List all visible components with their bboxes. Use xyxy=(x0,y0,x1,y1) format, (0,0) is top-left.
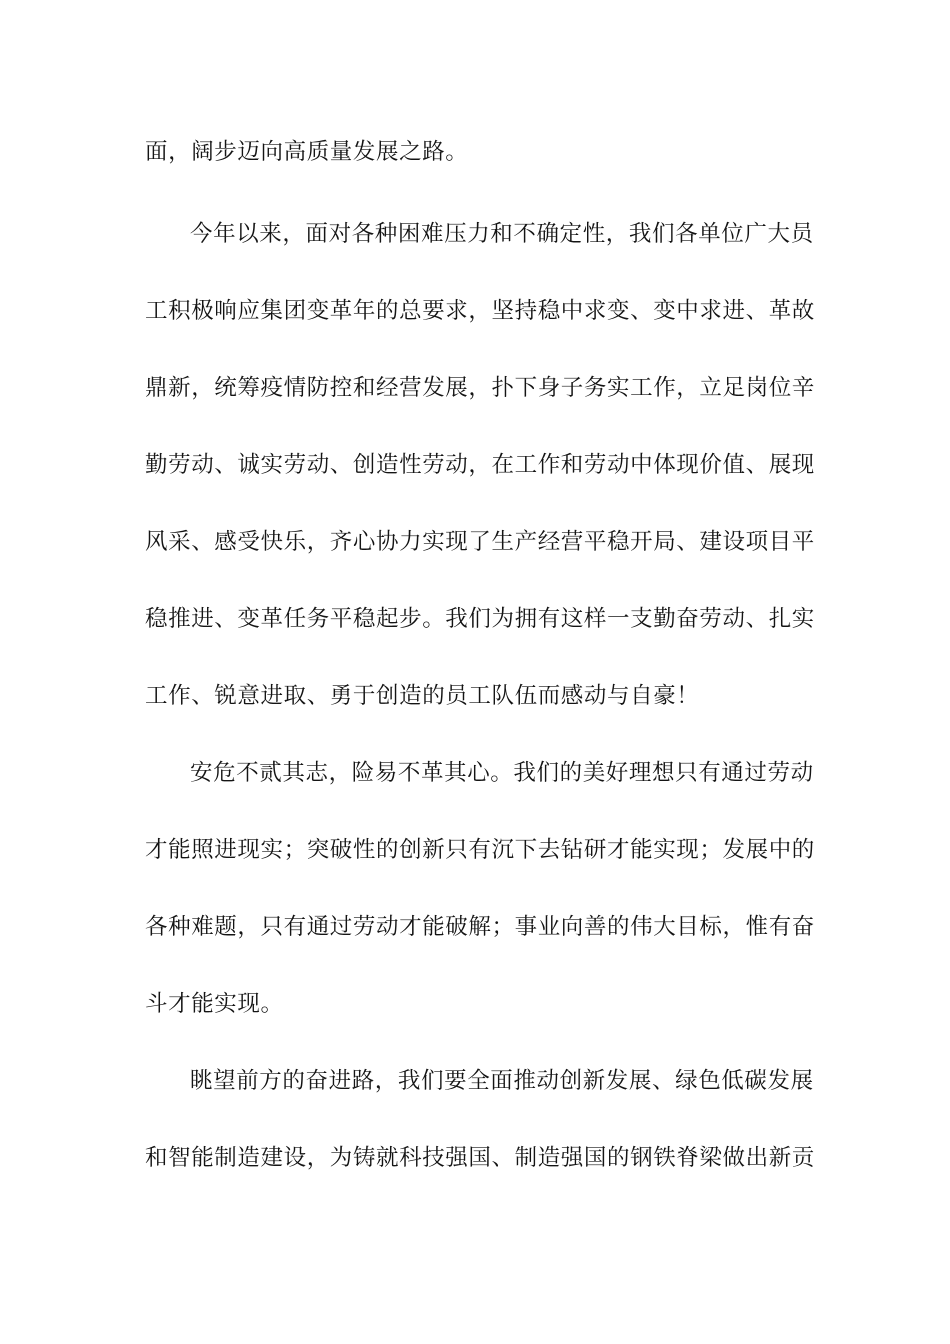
paragraph-2-line-2: 工积极响应集团变革年的总要求，坚持稳中求变、变中求进、革故 xyxy=(145,298,815,324)
paragraph-2-line-4: 勤劳动、诚实劳动、创造性劳动，在工作和劳动中体现价值、展现 xyxy=(145,452,815,478)
paragraph-3-line-1: 安危不贰其志，险易不革其心。我们的美好理想只有通过劳动 xyxy=(190,760,814,786)
paragraph-3-line-3: 各种难题，只有通过劳动才能破解；事业向善的伟大目标，惟有奋 xyxy=(145,914,815,940)
paragraph-2-line-7: 工作、锐意进取、勇于创造的员工队伍而感动与自豪！ xyxy=(145,683,700,709)
paragraph-2-line-3: 鼎新，统筹疫情防控和经营发展，扑下身子务实工作，立足岗位辛 xyxy=(145,375,815,401)
paragraph-4-line-1: 眺望前方的奋进路，我们要全面推动创新发展、绿色低碳发展 xyxy=(190,1068,814,1094)
paragraph-4-line-2: 和智能制造建设，为铸就科技强国、制造强国的钢铁脊梁做出新贡 xyxy=(145,1145,815,1171)
paragraph-2-line-6: 稳推进、变革任务平稳起步。我们为拥有这样一支勤奋劳动、扎实 xyxy=(145,606,815,632)
paragraph-3-line-2: 才能照进现实；突破性的创新只有沉下去钻研才能实现；发展中的 xyxy=(145,837,815,863)
paragraph-1-line-1: 面，阔步迈向高质量发展之路。 xyxy=(145,139,469,165)
paragraph-2-line-1: 今年以来，面对各种困难压力和不确定性，我们各单位广大员 xyxy=(190,221,814,247)
paragraph-2-line-5: 风采、感受快乐，齐心协力实现了生产经营平稳开局、建设项目平 xyxy=(145,529,815,555)
paragraph-3-line-4: 斗才能实现。 xyxy=(145,991,284,1017)
